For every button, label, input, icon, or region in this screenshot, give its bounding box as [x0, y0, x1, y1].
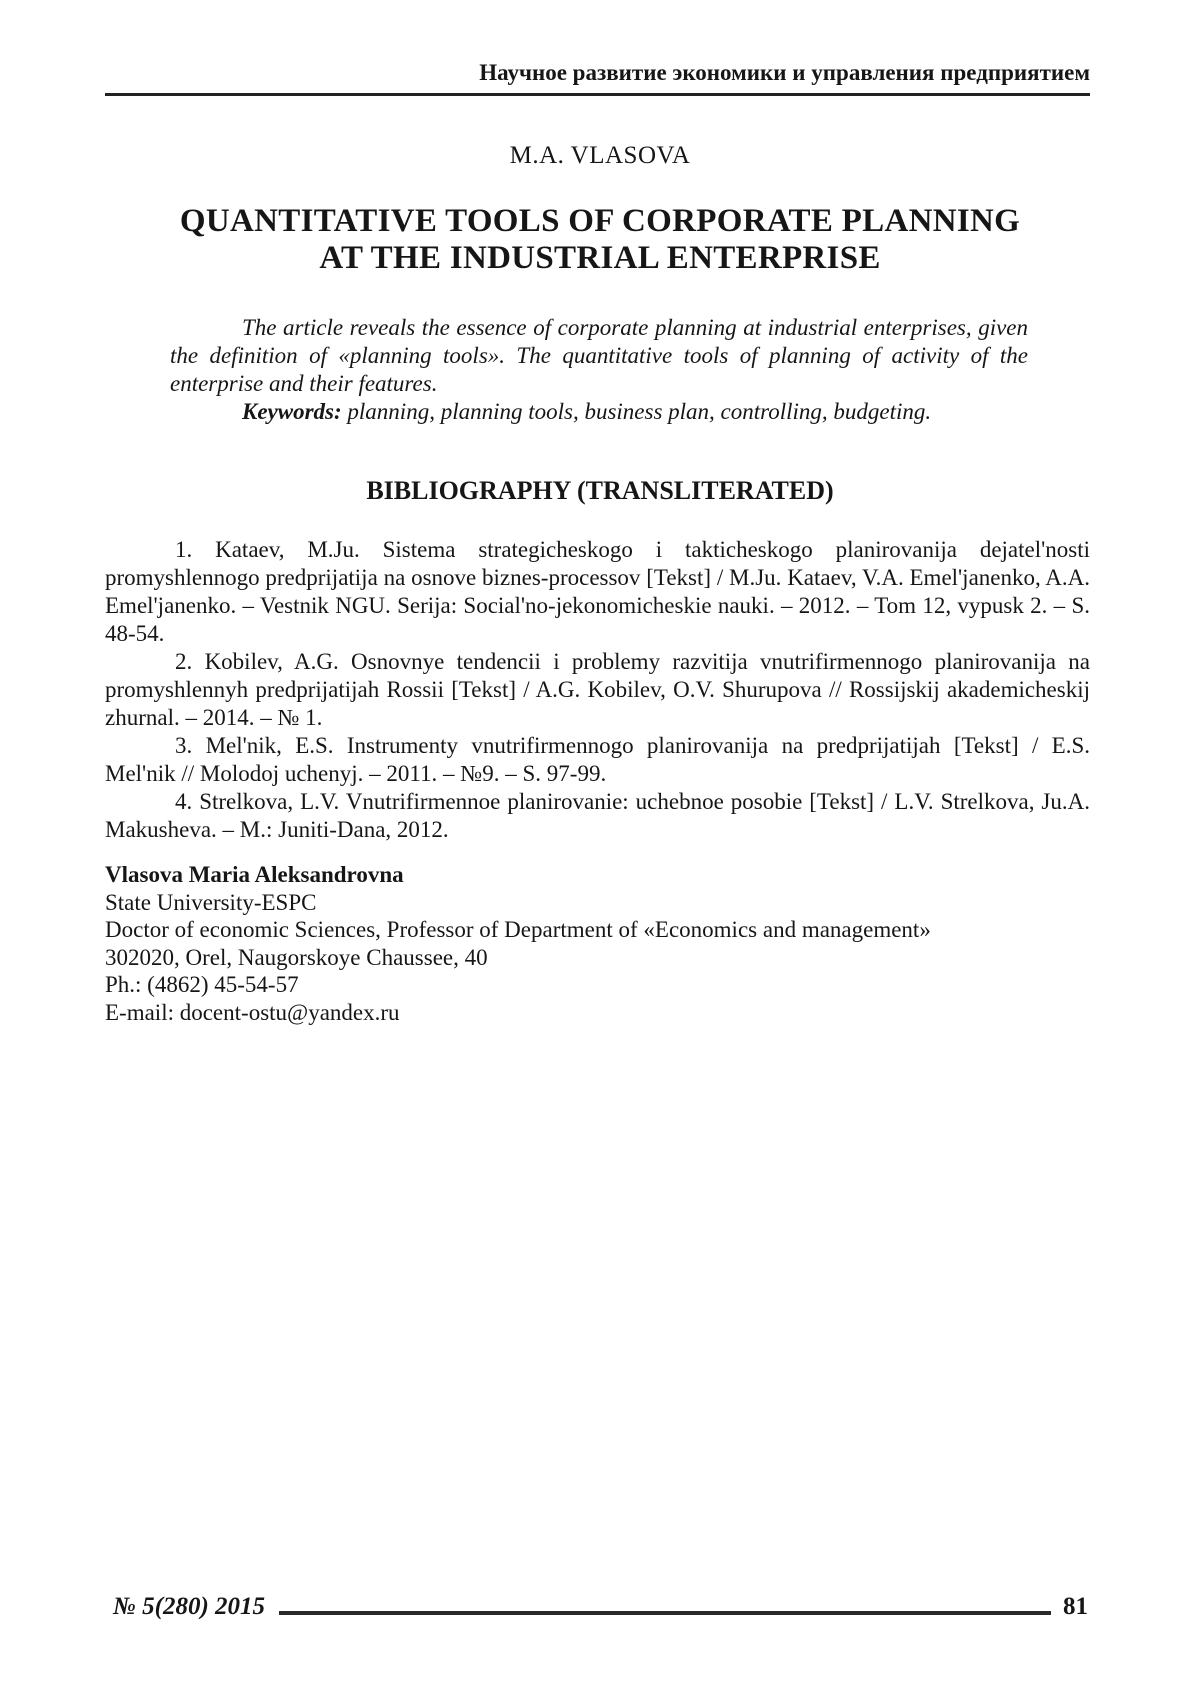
author-info-address: 302020, Orel, Naugorskoye Chaussee, 40 [105, 944, 488, 970]
footer-page-number: 81 [1063, 1593, 1088, 1620]
article-author: M.A. VLASOVA [509, 142, 691, 169]
author-info-email: E-mail: docent-ostu@yandex.ru [105, 999, 400, 1025]
bibliography-heading: BIBLIOGRAPHY (TRANSLITERATED) [366, 476, 834, 505]
footer-issue-label: № 5(280) 2015 [113, 1593, 266, 1620]
keywords-line [170, 398, 1028, 426]
author-info-name: Vlasova Maria Aleksandrovna [105, 862, 404, 887]
author-info-affiliation: State University-ESPC [105, 889, 317, 915]
running-header-text: Научное развитие экономики и управления предприятием [479, 60, 1090, 85]
article-title-line-2: AT THE INDUSTRIAL ENTERPRISE [319, 240, 881, 276]
author-info-phone: Ph.: (4862) 45-54-57 [105, 972, 299, 998]
bibliography-list [105, 536, 1090, 844]
bibliography-item: 2. Kobilev, A.G. Osnovnye tendencii i problemy razvitija vnutrifirmennogo planirovanija na promyshlennyh predprijatijah Rossii [Tekst] / A.G. Kobilev, O.V. Shurupova // Rossijskij akademicheskij zhurnal. – 2014. – № 1. [105, 649, 1090, 730]
keywords-label: Keywords: [242, 399, 342, 424]
abstract-section [170, 314, 1028, 426]
article-title [0, 203, 1200, 277]
author-info-position: Doctor of economic Sciences, Professor of Department of «Economics and management» [105, 917, 931, 943]
running-header [105, 60, 1090, 96]
article-title-line-1: QUANTITATIVE TOOLS OF CORPORATE PLANNING [179, 203, 1021, 239]
page-footer [113, 1592, 1088, 1622]
footer-rule [279, 1611, 1051, 1615]
author-info-block [105, 861, 1090, 1027]
abstract-text: The article reveals the essence of corporate planning at industrial enterprises, given the definition of «planning tools». The quantitative tools of planning of activity of the enterprise and their features. [170, 315, 1028, 396]
bibliography-item: 1. Kataev, M.Ju. Sistema strategicheskogo i takticheskogo planirovanija dejatel'nosti promyshlennogo predprijatija na osnove biznes-processov [Tekst] / M.Ju. Kataev, V.A. Emel'janenko, A.A. Emel'janenko. – Vestnik NGU. Serija: Social'no-jekonomicheskie nauki. – 2012. – Tom 12, vypusk 2. – S. 48-54. [105, 537, 1090, 646]
bibliography-item: 3. Mel'nik, E.S. Instrumenty vnutrifirmennogo planirovanija na predprijatijah [Tekst] / E.S. Mel'nik // Molodoj uchenyj. – 2011. – №9. – S. 97-99. [105, 733, 1090, 786]
bibliography-item: 4. Strelkova, L.V. Vnutrifirmennoe planirovanie: uchebnoe posobie [Tekst] / L.V. Strelkova, Ju.A. Makusheva. – M.: Juniti-Dana, 2012. [105, 789, 1090, 842]
keywords-text: planning, planning tools, business plan, controlling, budgeting. [341, 399, 932, 424]
